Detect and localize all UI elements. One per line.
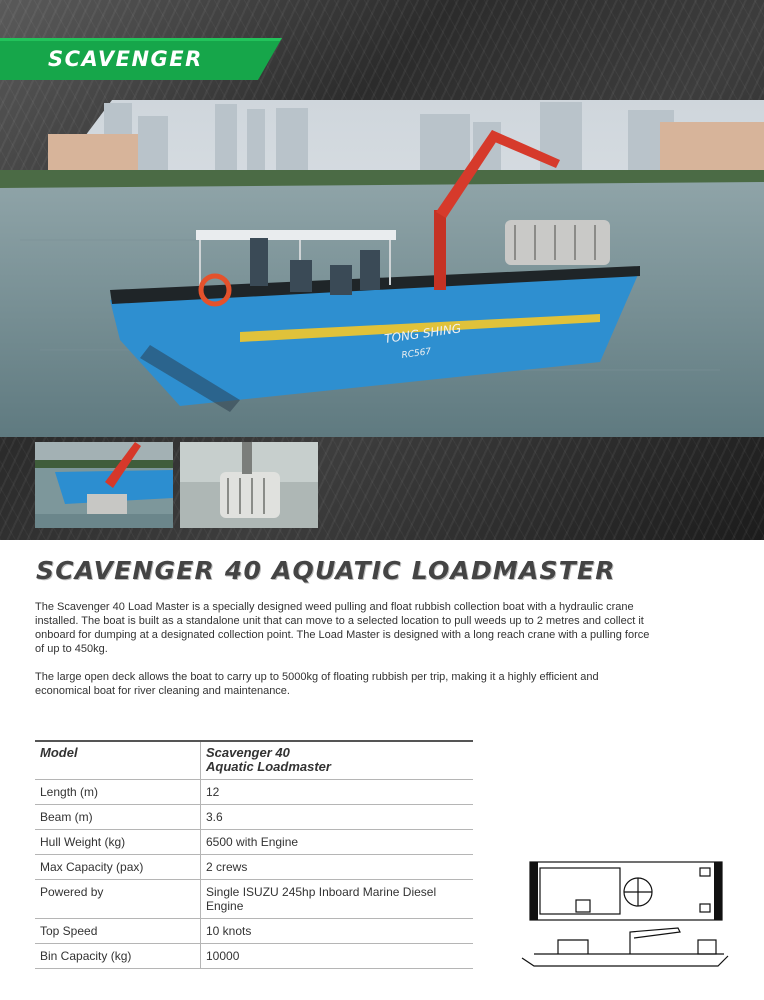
product-description: The Scavenger 40 Load Master is a specially designed weed pulling and float rubbish collection boat with a hydraulic crane installed. The boat is built as a standalone unit that can move to a selected location to pull weeds up to 2 metres and collect it onboard for dumping at a designated collection point. The Load Master is designed with a long reach crane with a pulling force of up to 450kg.	[35, 601, 650, 655]
boat-registration: RC567	[401, 346, 432, 361]
boat-name: TONG SHING	[383, 321, 462, 346]
product-description-capacity: The large open deck allows the boat to carry up to 5000kg of floating rubbish per trip, making it a highly efficient and economical boat for river cleaning and maintenance.	[35, 671, 599, 697]
spec-value: 10 knots	[201, 919, 474, 944]
main-boat-photo	[0, 100, 764, 437]
spec-header-value-line2: Aquatic Loadmaster	[206, 759, 331, 774]
boat-technical-drawing	[518, 858, 736, 972]
spec-value: 6500 with Engine	[201, 830, 474, 855]
thumbnail-crane-boat	[35, 442, 173, 528]
thumbnail-grab-bucket	[180, 442, 318, 528]
spec-header-value-line1: Scavenger 40	[206, 745, 290, 760]
spec-value: Single ISUZU 245hp Inboard Marine Diesel Engine	[201, 880, 474, 919]
spec-header-row	[35, 741, 473, 780]
spec-value: 2 crews	[201, 855, 474, 880]
spec-label: Length (m)	[35, 780, 201, 805]
brand-banner	[0, 38, 282, 80]
spec-label: Top Speed	[35, 919, 201, 944]
spec-row	[35, 780, 473, 805]
brand-label: SCAVENGER	[48, 47, 203, 71]
spec-value: 10000	[201, 944, 474, 969]
spec-row	[35, 830, 473, 855]
spec-row	[35, 919, 473, 944]
product-title: SCAVENGER 40 AQUATIC LOADMASTER	[36, 556, 616, 585]
specifications-table	[35, 740, 473, 969]
spec-label: Hull Weight (kg)	[35, 830, 201, 855]
spec-value: 3.6	[201, 805, 474, 830]
spec-header-label: Model	[35, 741, 201, 780]
spec-row	[35, 805, 473, 830]
spec-label: Powered by	[35, 880, 201, 919]
spec-row	[35, 880, 473, 919]
spec-header-value	[201, 741, 474, 780]
spec-row	[35, 944, 473, 969]
spec-label: Bin Capacity (kg)	[35, 944, 201, 969]
spec-label: Beam (m)	[35, 805, 201, 830]
spec-row	[35, 855, 473, 880]
spec-value: 12	[201, 780, 474, 805]
spec-label: Max Capacity (pax)	[35, 855, 201, 880]
